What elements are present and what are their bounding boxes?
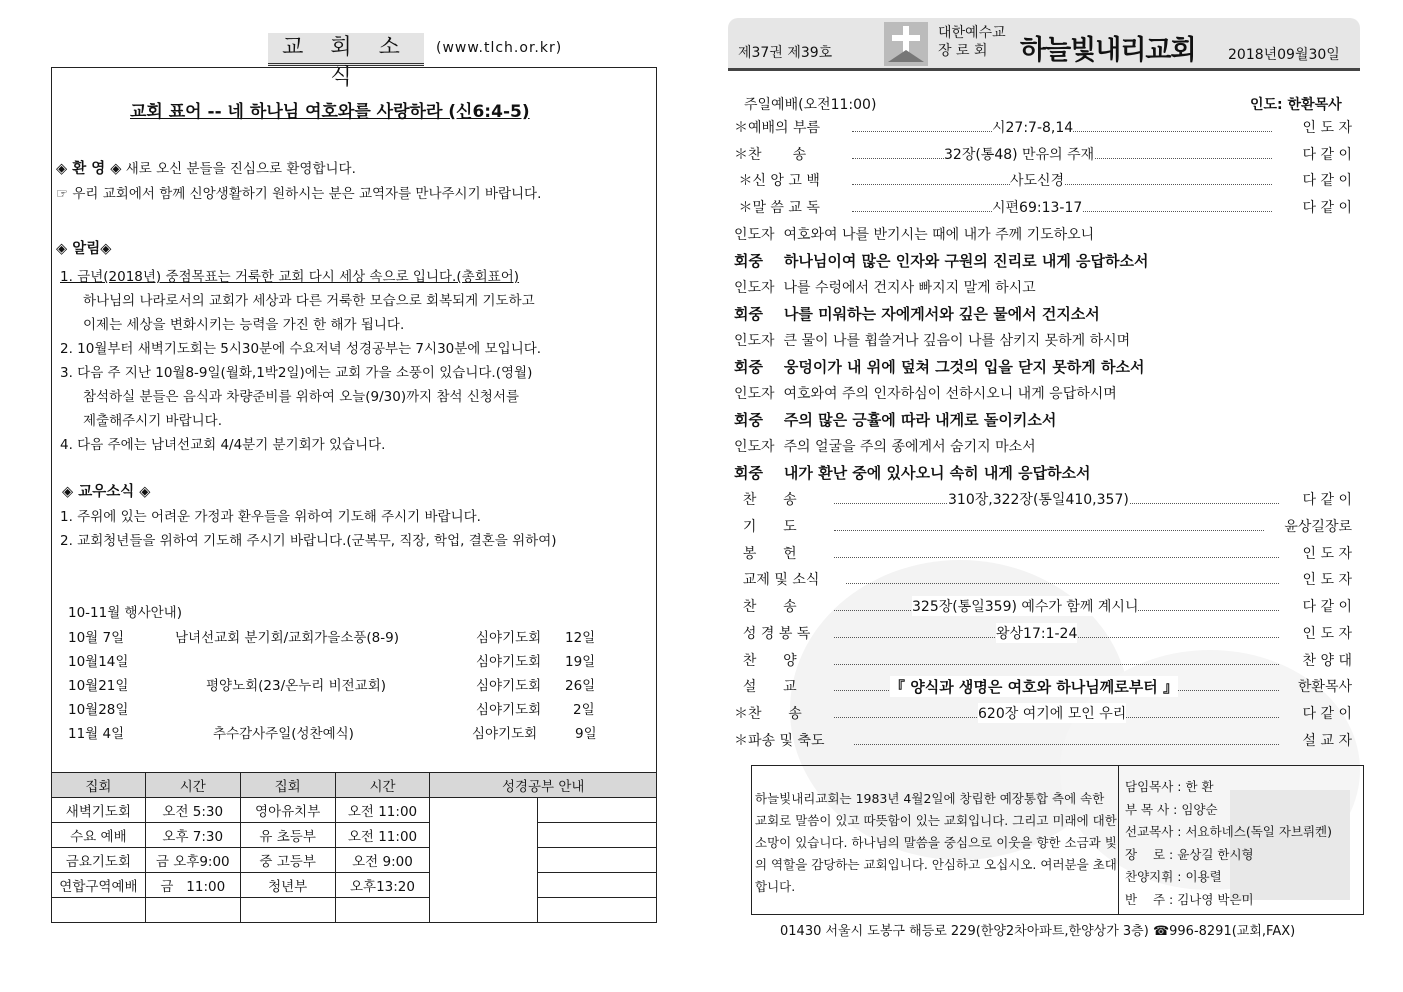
order-label: ＊예배의 부름	[734, 120, 821, 136]
bible-study-cell	[538, 823, 657, 848]
notice-1: 1. 금년(2018년) 중점목표는 거룩한 교회 다시 세상 속으로 입니다.(총회표어)	[60, 269, 520, 285]
info-divider	[1118, 765, 1119, 915]
reading-text: 여호와여 주의 인자하심이 선하시오니 내게 응답하시며	[783, 386, 1117, 402]
notice-3-line3: 제출해주시기 바랍니다.	[83, 413, 222, 429]
reader-role: 인도자	[734, 439, 775, 455]
notice-4: 4. 다음 주에는 남녀선교회 4/4분기 분기회가 있습니다.	[60, 437, 386, 453]
order-leader: 찬 양 대	[1302, 653, 1352, 669]
reader-role: 인도자	[734, 333, 775, 349]
service-leader: 인도: 한환목사	[1250, 97, 1342, 113]
header-cell: 집회	[52, 773, 146, 798]
website-url: (www.tlch.or.kr)	[436, 40, 563, 56]
order-leader: 인 도 자	[1302, 572, 1352, 588]
bible-study-cell	[430, 798, 538, 923]
order-item	[734, 117, 1352, 139]
reading-text: 주의 많은 긍휼에 따라 내게로 돌이키소서	[783, 411, 1057, 429]
order-label: 교제 및 소식	[734, 572, 820, 588]
order-item	[734, 170, 1352, 192]
church-logo-icon	[884, 22, 928, 66]
responsive-reading-line	[734, 250, 1148, 271]
order-leader: 인 도 자	[1302, 120, 1352, 136]
church-address: 01430 서울시 도봉구 해등로 229(한양2차아파트,한양상가 3층) ☎996-8291(교회,FAX)	[780, 924, 1296, 939]
header-cell: 성경공부 안내	[430, 773, 657, 798]
event-prayer: 심야기도회	[476, 702, 542, 718]
order-item	[734, 703, 1352, 725]
event-prayer: 심야기도회	[476, 654, 542, 670]
notice-3: 3. 다음 주 지난 10월8-9일(월화,1박2일)에는 교회 가을 소풍이 있습니다.(영월)	[60, 365, 533, 381]
member-news-title: ◈ 교우소식 ◈	[62, 484, 151, 500]
order-item	[734, 569, 1352, 591]
event-name: 추수감사주일(성찬예식)	[213, 726, 354, 742]
order-label: 찬 송	[734, 492, 797, 508]
event-prayer-day: 19일	[565, 654, 596, 670]
responsive-reading-line	[734, 462, 1091, 483]
header-cell: 시간	[335, 773, 430, 798]
reader-role: 회중	[734, 411, 763, 429]
table-cell: 오후 7:30	[145, 823, 240, 848]
order-leader: 다 같 이	[1302, 173, 1352, 189]
event-prayer-day: 12일	[565, 630, 596, 646]
table-cell: 금요기도회	[52, 848, 146, 873]
event-name: 남녀선교회 분기회/교회가을소풍(8-9)	[175, 630, 399, 646]
welcome-line: ☞ 우리 교회에서 함께 신앙생활하기 원하시는 분은 교역자를 만나주시기 바랍니다.	[56, 186, 542, 202]
reading-text: 내가 환난 중에 있사오니 속히 내게 응답하소서	[783, 464, 1091, 482]
leader-dots	[846, 583, 1279, 584]
leader-dots	[834, 530, 1264, 531]
reader-role: 인도자	[734, 227, 775, 243]
order-item	[734, 543, 1352, 565]
order-leader: 인 도 자	[1302, 546, 1352, 562]
reading-text: 나를 수렁에서 건지사 빠지지 말게 하시고	[783, 280, 1036, 296]
table-cell: 청년부	[240, 873, 335, 898]
event-prayer-day: 26일	[565, 678, 596, 694]
worship-schedule-table	[51, 772, 657, 923]
event-prayer: 심야기도회	[476, 678, 542, 694]
table-cell	[335, 898, 430, 923]
church-motto: 교회 표어 -- 네 하나님 여호와를 사랑하라 (신6:4-5)	[130, 102, 530, 122]
order-label: ＊찬 송	[734, 147, 807, 163]
volume-number: 제37권 제39호	[738, 45, 833, 61]
order-item	[734, 596, 1352, 618]
order-content: 시27:7-8,14	[992, 117, 1073, 137]
table-header-row	[52, 773, 657, 798]
table-cell: 영아유치부	[240, 798, 335, 823]
table-cell: 오후13:20	[335, 873, 430, 898]
staff-line: 부 목 사 : 임양순	[1125, 801, 1218, 817]
reading-text: 큰 물이 나를 휩쓸거나 깊음이 나를 삼키지 못하게 하시며	[783, 333, 1131, 349]
bible-study-cell	[538, 873, 657, 898]
member-news-2: 2. 교회청년들을 위하여 기도해 주시기 바랍니다.(군복무, 직장, 학업, 결혼을 위하여)	[60, 533, 557, 549]
table-cell: 유 초등부	[240, 823, 335, 848]
table-cell: 오전 9:00	[335, 848, 430, 873]
table-cell: 연합구역예배	[52, 873, 146, 898]
notice-1-line3: 이제는 세상을 변화시키는 능력을 가진 한 해가 됩니다.	[83, 317, 405, 333]
staff-line: 선교목사 : 서요하네스(독일 자브뤼켄)	[1125, 824, 1333, 839]
staff-line: 찬양지휘 : 이용렬	[1125, 869, 1222, 884]
denomination	[938, 24, 1006, 60]
leader-dots	[854, 744, 1279, 745]
reader-role: 인도자	[734, 280, 775, 296]
reading-text: 주의 얼굴을 주의 종에게서 숨기지 마소서	[783, 439, 1036, 455]
event-date: 11월 4일	[68, 726, 125, 742]
responsive-reading-line	[734, 383, 1117, 403]
table-cell: 금 11:00	[145, 873, 240, 898]
responsive-reading-line	[734, 224, 1094, 244]
order-content: 620장 여기에 모인 우리	[978, 703, 1126, 723]
header-divider	[728, 68, 1360, 71]
event-prayer: 심야기도회	[476, 630, 542, 646]
church-introduction: 하늘빛내리교회는 1983년 4월2일에 창립한 예장통합 측에 속한 교회로 말씀이 있고 따뜻함이 있는 교회입니다. 그리고 미래에 대한 소망이 있습니다. 하나님의 말씀을 중심으로 이웃을 향한 소금과 빛의 역할을 감당하는 교회입니다. 안심하고 오십시오. 여러분을 초대합니다.	[755, 791, 1117, 894]
bible-study-cell	[538, 848, 657, 873]
order-label: ＊말 씀 교 독	[734, 200, 820, 216]
responsive-reading-line	[734, 436, 1036, 456]
leader-dots	[834, 664, 1279, 665]
table-cell: 새벽기도회	[52, 798, 146, 823]
order-item	[734, 197, 1352, 219]
table-cell: 금 오후9:00	[145, 848, 240, 873]
reading-text: 하나님이여 많은 인자와 구원의 진리로 내게 응답하소서	[783, 252, 1149, 270]
event-date: 10월21일	[68, 678, 129, 694]
header-cell: 집회	[240, 773, 335, 798]
table-cell: 오전 11:00	[335, 798, 430, 823]
notice-3-line2: 참석하실 분들은 음식과 차량준비를 위하여 오늘(9/30)까지 참석 신청서를	[83, 389, 520, 405]
staff-line: 반 주 : 김나영 박은미	[1125, 891, 1254, 907]
table-cell	[52, 898, 146, 923]
order-label: 설 교	[734, 679, 797, 695]
order-leader: 다 같 이	[1302, 492, 1352, 508]
order-item	[734, 730, 1352, 752]
church-staff	[1125, 776, 1332, 911]
table-row	[52, 848, 657, 873]
order-content: 왕상17:1-24	[996, 623, 1077, 643]
order-label: 봉 헌	[734, 546, 797, 562]
denomination-line1: 대한예수교	[938, 25, 1006, 41]
order-leader: 다 같 이	[1302, 147, 1352, 163]
order-leader: 다 같 이	[1302, 200, 1352, 216]
event-date: 10월14일	[68, 654, 129, 670]
events-title: 10-11월 행사안내)	[68, 605, 182, 621]
notice-title: ◈ 알림◈	[56, 241, 112, 257]
order-label: 찬 양	[734, 653, 797, 669]
reading-text: 웅덩이가 내 위에 덮쳐 그것의 입을 닫지 못하게 하소서	[783, 358, 1145, 376]
church-name: 하늘빛내리교회	[1020, 35, 1196, 66]
order-label: ＊찬 송	[734, 706, 802, 722]
order-content: 32장(통48) 만유의 주재	[944, 144, 1094, 164]
table-cell: 중 고등부	[240, 848, 335, 873]
welcome-title	[56, 157, 356, 178]
order-item	[734, 623, 1352, 645]
order-leader: 윤상길장로	[1284, 519, 1352, 535]
table-cell	[145, 898, 240, 923]
sermon-title: 『 양식과 생명은 여호와 하나님께로부터 』	[890, 678, 1178, 696]
responsive-reading-line	[734, 277, 1036, 297]
table-cell	[240, 898, 335, 923]
order-item	[734, 489, 1352, 511]
order-leader: 다 같 이	[1302, 706, 1352, 722]
responsive-reading-line	[734, 356, 1144, 377]
event-name: 평양노회(23/온누리 비전교회)	[206, 678, 387, 694]
bible-study-cell	[538, 898, 657, 923]
table-row	[52, 898, 657, 923]
order-content: 325장(통일359) 예수가 함께 계시니	[912, 596, 1138, 616]
reader-role: 회중	[734, 358, 763, 376]
welcome-text: 새로 오신 분들을 진심으로 환영합니다.	[121, 161, 356, 177]
news-heading: 교 회 소 식	[268, 33, 424, 66]
responsive-reading-line	[734, 409, 1056, 430]
event-prayer: 심야기도회	[472, 726, 538, 742]
order-item	[734, 676, 1352, 698]
reading-text: 나를 미워하는 자에게서와 깊은 물에서 건지소서	[783, 305, 1100, 323]
responsive-reading-line	[734, 303, 1100, 324]
table-row	[52, 798, 657, 823]
reader-role: 회중	[734, 252, 763, 270]
reader-role: 회중	[734, 464, 763, 482]
order-leader: 다 같 이	[1302, 599, 1352, 615]
member-news-1: 1. 주위에 있는 어려운 가정과 환우들을 위하여 기도해 주시기 바랍니다.	[60, 509, 481, 525]
service-title: 주일예배(오전11:00)	[744, 97, 877, 113]
staff-line: 담임목사 : 한 환	[1125, 779, 1214, 794]
denomination-line2: 장 로 회	[938, 43, 988, 59]
table-cell: 오전 11:00	[335, 823, 430, 848]
bible-study-cell	[538, 798, 657, 823]
table-cell: 오전 5:30	[145, 798, 240, 823]
order-item	[734, 144, 1352, 166]
notice-1-line2: 하나님의 나라로서의 교회가 세상과 다른 거룩한 모습으로 회복되게 기도하고	[83, 293, 535, 309]
order-item	[734, 650, 1352, 672]
order-content: 사도신경	[1010, 170, 1064, 190]
order-leader: 인 도 자	[1302, 626, 1352, 642]
order-leader: 한환목사	[1297, 679, 1352, 695]
table-row	[52, 823, 657, 848]
order-leader: 설 교 자	[1302, 733, 1352, 749]
order-label: ＊파송 및 축도	[734, 733, 825, 749]
event-date: 10월 7일	[68, 630, 125, 646]
header-cell: 시간	[145, 773, 240, 798]
bulletin-date: 2018년09월30일	[1228, 47, 1340, 63]
table-cell: 수요 예배	[52, 823, 146, 848]
order-label: 기 도	[734, 519, 797, 535]
order-content: 310장,322장(통일410,357)	[948, 489, 1129, 509]
order-label: 찬 송	[734, 599, 797, 615]
event-prayer-day: 2일	[573, 702, 595, 718]
order-label: 성 경 봉 독	[734, 626, 811, 642]
reading-text: 여호와여 나를 반기시는 때에 내가 주께 기도하오니	[783, 227, 1095, 243]
order-label: ＊신 앙 고 백	[734, 173, 820, 189]
notice-2: 2. 10월부터 새벽기도회는 5시30분에 수요저녁 성경공부는 7시30분에 모입니다.	[60, 341, 542, 357]
table-row	[52, 873, 657, 898]
reader-role: 인도자	[734, 386, 775, 402]
responsive-reading-line	[734, 330, 1130, 350]
staff-line: 장 로 : 윤상길 한시형	[1125, 846, 1254, 862]
reader-role: 회중	[734, 305, 763, 323]
event-prayer-day: 9일	[575, 726, 597, 742]
order-item	[734, 516, 1352, 538]
welcome-title-text: ◈ 환 영 ◈	[56, 161, 122, 177]
order-content: 시편69:13-17	[992, 197, 1082, 217]
event-date: 10월28일	[68, 702, 129, 718]
leader-dots	[834, 557, 1279, 558]
